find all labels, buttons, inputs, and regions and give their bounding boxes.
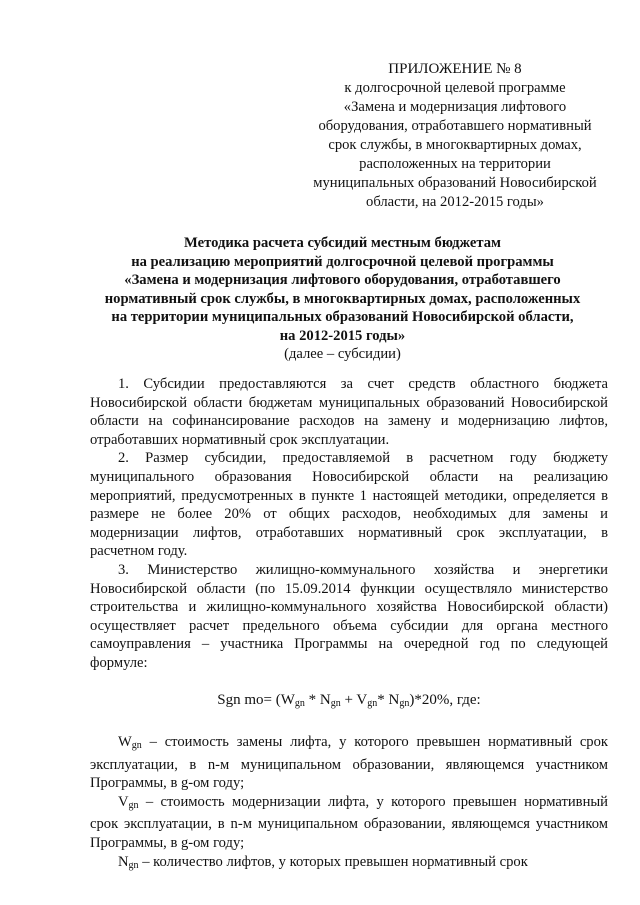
- document-title: [80, 234, 605, 346]
- document-body: [90, 375, 608, 875]
- definition-sub: gn: [128, 799, 139, 811]
- appendix-line: оборудования, отработавшего нормативный: [318, 118, 592, 134]
- formula-sub: gn: [367, 697, 378, 709]
- definition-n: [90, 853, 608, 876]
- appendix-header: [300, 60, 610, 212]
- definition-symbol: W: [118, 734, 132, 751]
- appendix-line: срок службы, в многоквартирных домах,: [328, 137, 582, 153]
- definition-w: [90, 733, 608, 793]
- title-line: на реализацию мероприятий долгосрочной целевой программы: [131, 253, 554, 270]
- appendix-line: области, на 2012-2015 годы»: [366, 194, 544, 210]
- definition-symbol: V: [118, 793, 129, 810]
- formula-part: + V: [340, 691, 368, 708]
- appendix-line: расположенных на территории: [359, 156, 551, 172]
- definition-text: – стоимость замены лифта, у которого превышен нормативный срок эксплуатации, в n-м муниципальном образовании, являющемся участником Программы, в g-ом году;: [90, 734, 608, 792]
- formula-part: Sgn mo= (W: [217, 691, 295, 708]
- document-subtitle: (далее – субсидии): [284, 346, 401, 362]
- formula-sub: gn: [399, 697, 410, 709]
- formula-sub: gn: [330, 697, 341, 709]
- appendix-line: к долгосрочной целевой программе: [344, 80, 566, 96]
- title-line: «Замена и модернизация лифтового оборудования, отработавшего: [124, 272, 561, 289]
- paragraph-2: 2. Размер субсидии, предоставляемой в расчетном году бюджету муниципального образования Новосибирской области на реализацию мероприятий, предусмотренных в пункте 1 настоящей методики, определяется в размере не более 20% от общих расходов, необходимых для замены и модернизации лифтов, отработавших нормативный срок эксплуатации, в расчетном году.: [90, 450, 608, 560]
- appendix-line: муниципальных образований Новосибирской: [313, 175, 597, 191]
- paragraph-1: 1. Субсидии предоставляются за счет средств областного бюджета Новосибирской области бюджетам муниципальных образований Новосибирской области на софинансирование расходов на замену и модернизацию лифтов, отработавших нормативный срок эксплуатации.: [90, 376, 608, 448]
- formula-part: )*20%, где:: [409, 691, 481, 708]
- definition-v: [90, 793, 608, 853]
- appendix-line: «Замена и модернизация лифтового: [343, 99, 567, 115]
- paragraph-3: 3. Министерство жилищно-коммунального хозяйства и энергетики Новосибирской области (по 15.09.2014 функции осуществляло министерство строительства и жилищно-коммунального хозяйства Новосибирской области) осуществляет расчет предельного объема субсидии для органа местного самоуправления – участника Программы на очередной год по следующей формуле:: [90, 561, 608, 671]
- subsidy-formula: [90, 691, 608, 714]
- definition-text: – количество лифтов, у которых превышен нормативный срок: [138, 853, 528, 870]
- formula-part: * N: [304, 691, 331, 708]
- appendix-heading: ПРИЛОЖЕНИЕ № 8: [388, 61, 522, 77]
- formula-sub: gn: [294, 697, 305, 709]
- definition-symbol: N: [118, 853, 129, 870]
- title-line: нормативный срок службы, в многоквартирных домах, расположенных: [104, 290, 581, 307]
- definition-sub: gn: [128, 859, 139, 871]
- title-line: Методика расчета субсидий местным бюджетам: [184, 235, 501, 251]
- title-line: на 2012-2015 годы»: [279, 327, 406, 344]
- formula-part: * N: [377, 691, 400, 708]
- definition-text: – стоимость модернизации лифта, у которого превышен нормативный срок эксплуатации, в n-м муниципальном образовании, являющемся участником Программы, в g-ом году;: [90, 793, 608, 852]
- definition-sub: gn: [131, 740, 142, 752]
- title-line: на территории муниципальных образований Новосибирской области,: [111, 309, 574, 326]
